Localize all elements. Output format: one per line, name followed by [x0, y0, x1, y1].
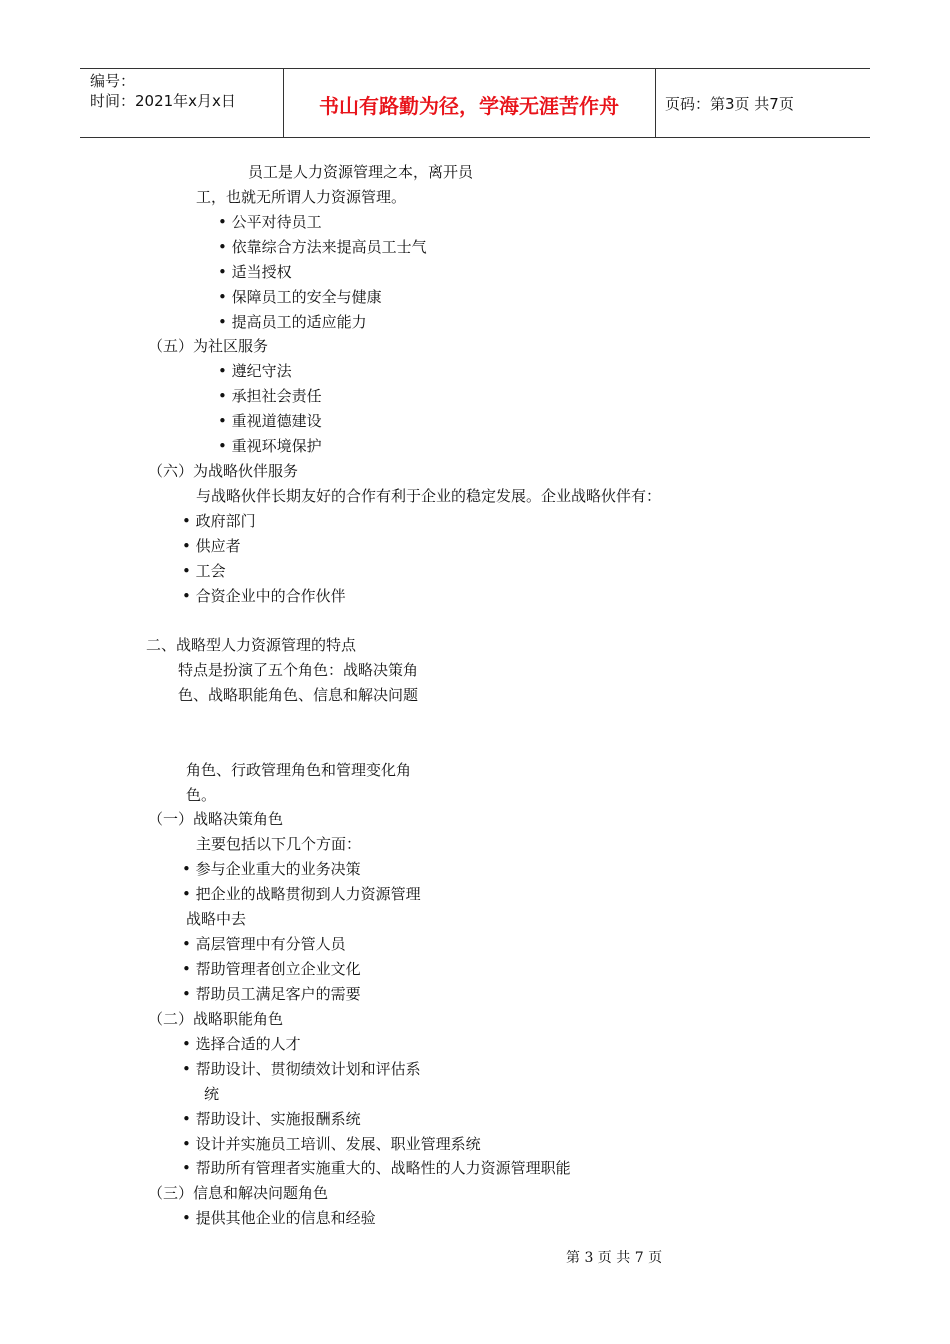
list-item: • 把企业的战略贯彻到人力资源管理 [182, 885, 421, 903]
body-line: 战略中去 [186, 910, 247, 928]
list-item: • 适当授权 [218, 263, 292, 281]
page-header [80, 68, 870, 138]
section-heading: （五）为社区服务 [148, 337, 269, 355]
body-line: 角色、行政管理角色和管理变化角 [186, 761, 412, 779]
header-motto: 书山有路勤为径，学海无涯苦作舟 [319, 94, 619, 118]
list-item: • 依靠综合方法来提高员工士气 [218, 238, 427, 256]
list-item: • 供应者 [182, 537, 241, 555]
header-divider [655, 69, 656, 137]
list-item: • 帮助设计、实施报酬系统 [182, 1110, 361, 1128]
list-item: • 遵纪守法 [218, 362, 292, 380]
section-heading: （一）战略决策角色 [148, 810, 284, 828]
header-number: 编号： [90, 72, 136, 90]
list-item: • 保障员工的安全与健康 [218, 288, 382, 306]
list-item: • 工会 [182, 562, 226, 580]
list-item: • 帮助员工满足客户的需要 [182, 985, 361, 1003]
body-line: 主要包括以下几个方面： [196, 835, 362, 853]
body-line: 员工是人力资源管理之本，离开员 [248, 163, 474, 181]
list-item: • 政府部门 [182, 512, 256, 530]
body-line: 统 [204, 1085, 220, 1103]
list-item: • 参与企业重大的业务决策 [182, 860, 361, 878]
header-time: 时间：2021年x月x日 [90, 92, 236, 110]
section-heading: （三）信息和解决问题角色 [148, 1184, 329, 1202]
list-item: • 高层管理中有分管人员 [182, 935, 346, 953]
header-meta [90, 71, 236, 111]
list-item: • 提高员工的适应能力 [218, 313, 367, 331]
list-item: • 合资企业中的合作伙伴 [182, 587, 346, 605]
chapter-heading: 二、战略型人力资源管理的特点 [146, 636, 357, 654]
section-heading: （二）战略职能角色 [148, 1010, 284, 1028]
list-item: • 重视环境保护 [218, 437, 322, 455]
header-page-info: 页码：第3页 共7页 [665, 95, 794, 113]
body-line: 与战略伙伴长期友好的合作有利于企业的稳定发展。企业战略伙伴有： [196, 487, 662, 505]
body-line: 色。 [186, 786, 217, 804]
list-item: • 帮助设计、贯彻绩效计划和评估系 [182, 1060, 421, 1078]
list-item: • 重视道德建设 [218, 412, 322, 430]
list-item: • 选择合适的人才 [182, 1035, 301, 1053]
list-item: • 提供其他企业的信息和经验 [182, 1209, 376, 1227]
body-line: 色、战略职能角色、信息和解决问题 [178, 686, 419, 704]
page-footer: 第 3 页 共 7 页 [566, 1250, 663, 1266]
body-line: 特点是扮演了五个角色：战略决策角 [178, 661, 419, 679]
list-item: • 设计并实施员工培训、发展、职业管理系统 [182, 1135, 481, 1153]
list-item: • 承担社会责任 [218, 387, 322, 405]
list-item: • 帮助管理者创立企业文化 [182, 960, 361, 978]
list-item: • 公平对待员工 [218, 213, 322, 231]
list-item: • 帮助所有管理者实施重大的、战略性的人力资源管理职能 [182, 1159, 571, 1177]
section-heading: （六）为战略伙伴服务 [148, 462, 299, 480]
body-line: 工，也就无所谓人力资源管理。 [196, 188, 407, 206]
